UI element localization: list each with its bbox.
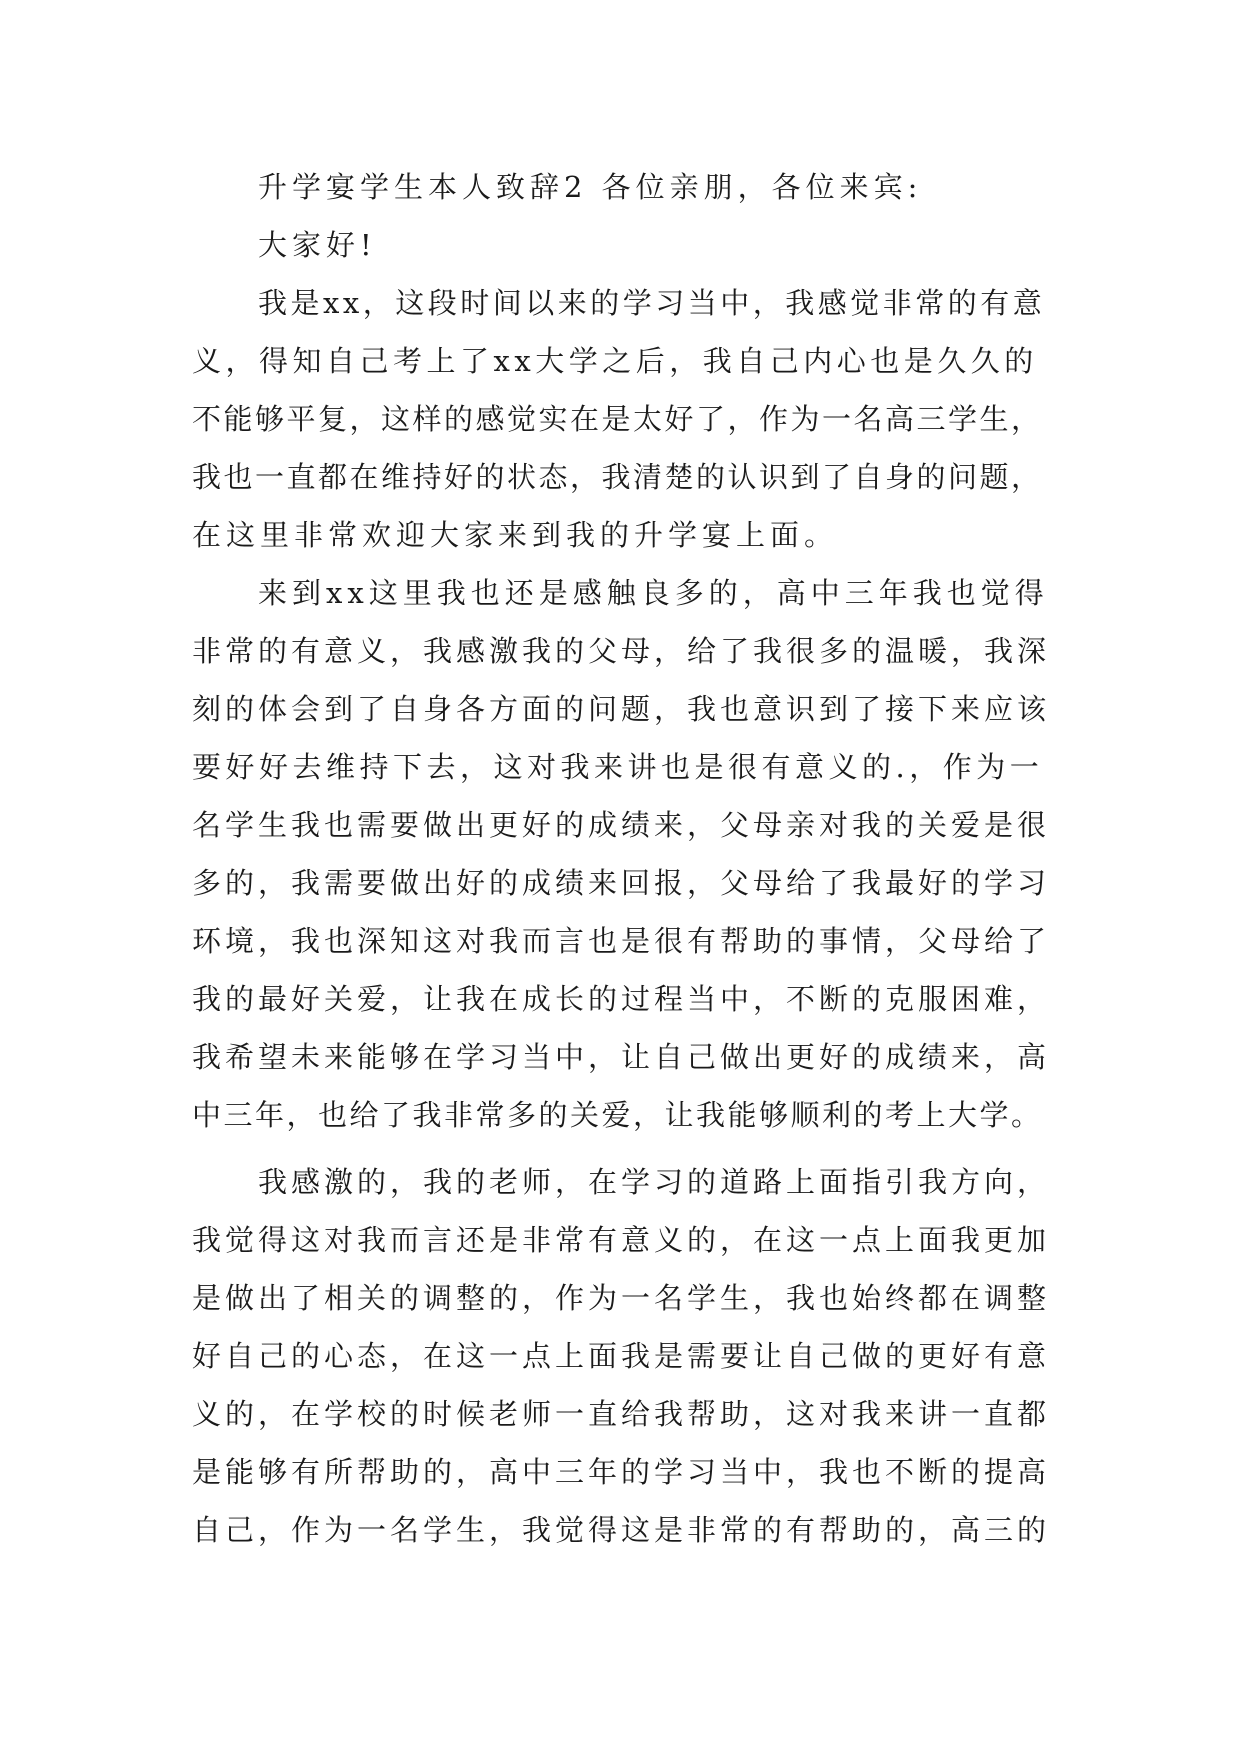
- text-line: 好自己的心态，在这一点上面我是需要让自己做的更好有意: [192, 1339, 1051, 1373]
- text-line: 我是xx，这段时间以来的学习当中，我感觉非常的有意: [258, 286, 1046, 320]
- text-line: 大家好!: [258, 228, 377, 262]
- text-line: 非常的有意义，我感激我的父母，给了我很多的温暖，我深: [192, 634, 1051, 668]
- text-line: 我感激的，我的老师，在学习的道路上面指引我方向，: [258, 1165, 1051, 1199]
- text-line: 我也一直都在维持好的状态，我清楚的认识到了自身的问题，: [192, 460, 1043, 494]
- text-line: 我觉得这对我而言还是非常有意义的，在这一点上面我更加: [192, 1223, 1051, 1257]
- text-line: 义的，在学校的时候老师一直给我帮助，这对我来讲一直都: [192, 1397, 1051, 1431]
- text-line: 环境，我也深知这对我而言也是很有帮助的事情，父母给了: [192, 924, 1051, 958]
- text-line: 我的最好关爱，让我在成长的过程当中，不断的克服困难，: [192, 982, 1051, 1016]
- text-line: 升学宴学生本人致辞2 各位亲朋，各位来宾:: [258, 170, 923, 204]
- text-line: 义，得知自己考上了xx大学之后，我自己内心也是久久的: [192, 344, 1038, 378]
- text-line: 我希望未来能够在学习当中，让自己做出更好的成绩来，高: [192, 1040, 1051, 1074]
- text-line: 来到xx这里我也还是感触良多的，高中三年我也觉得: [258, 576, 1049, 610]
- text-line: 自己，作为一名学生，我觉得这是非常的有帮助的，高三的: [192, 1513, 1051, 1547]
- text-line: 名学生我也需要做出更好的成绩来，父母亲对我的关爱是很: [192, 808, 1051, 842]
- text-line: 要好好去维持下去，这对我来讲也是很有意义的.，作为一: [192, 750, 1044, 784]
- text-line: 是做出了相关的调整的，作为一名学生，我也始终都在调整: [192, 1281, 1051, 1315]
- text-line: 多的，我需要做出好的成绩来回报，父母给了我最好的学习: [192, 866, 1051, 900]
- text-line: 中三年，也给了我非常多的关爱，让我能够顺利的考上大学。: [192, 1098, 1043, 1132]
- text-line: 刻的体会到了自身各方面的问题，我也意识到了接下来应该: [192, 692, 1051, 726]
- text-line: 不能够平复，这样的感觉实在是太好了，作为一名高三学生，: [192, 402, 1043, 436]
- text-line: 在这里非常欢迎大家来到我的升学宴上面。: [192, 518, 839, 552]
- text-line: 是能够有所帮助的，高中三年的学习当中，我也不断的提高: [192, 1455, 1051, 1489]
